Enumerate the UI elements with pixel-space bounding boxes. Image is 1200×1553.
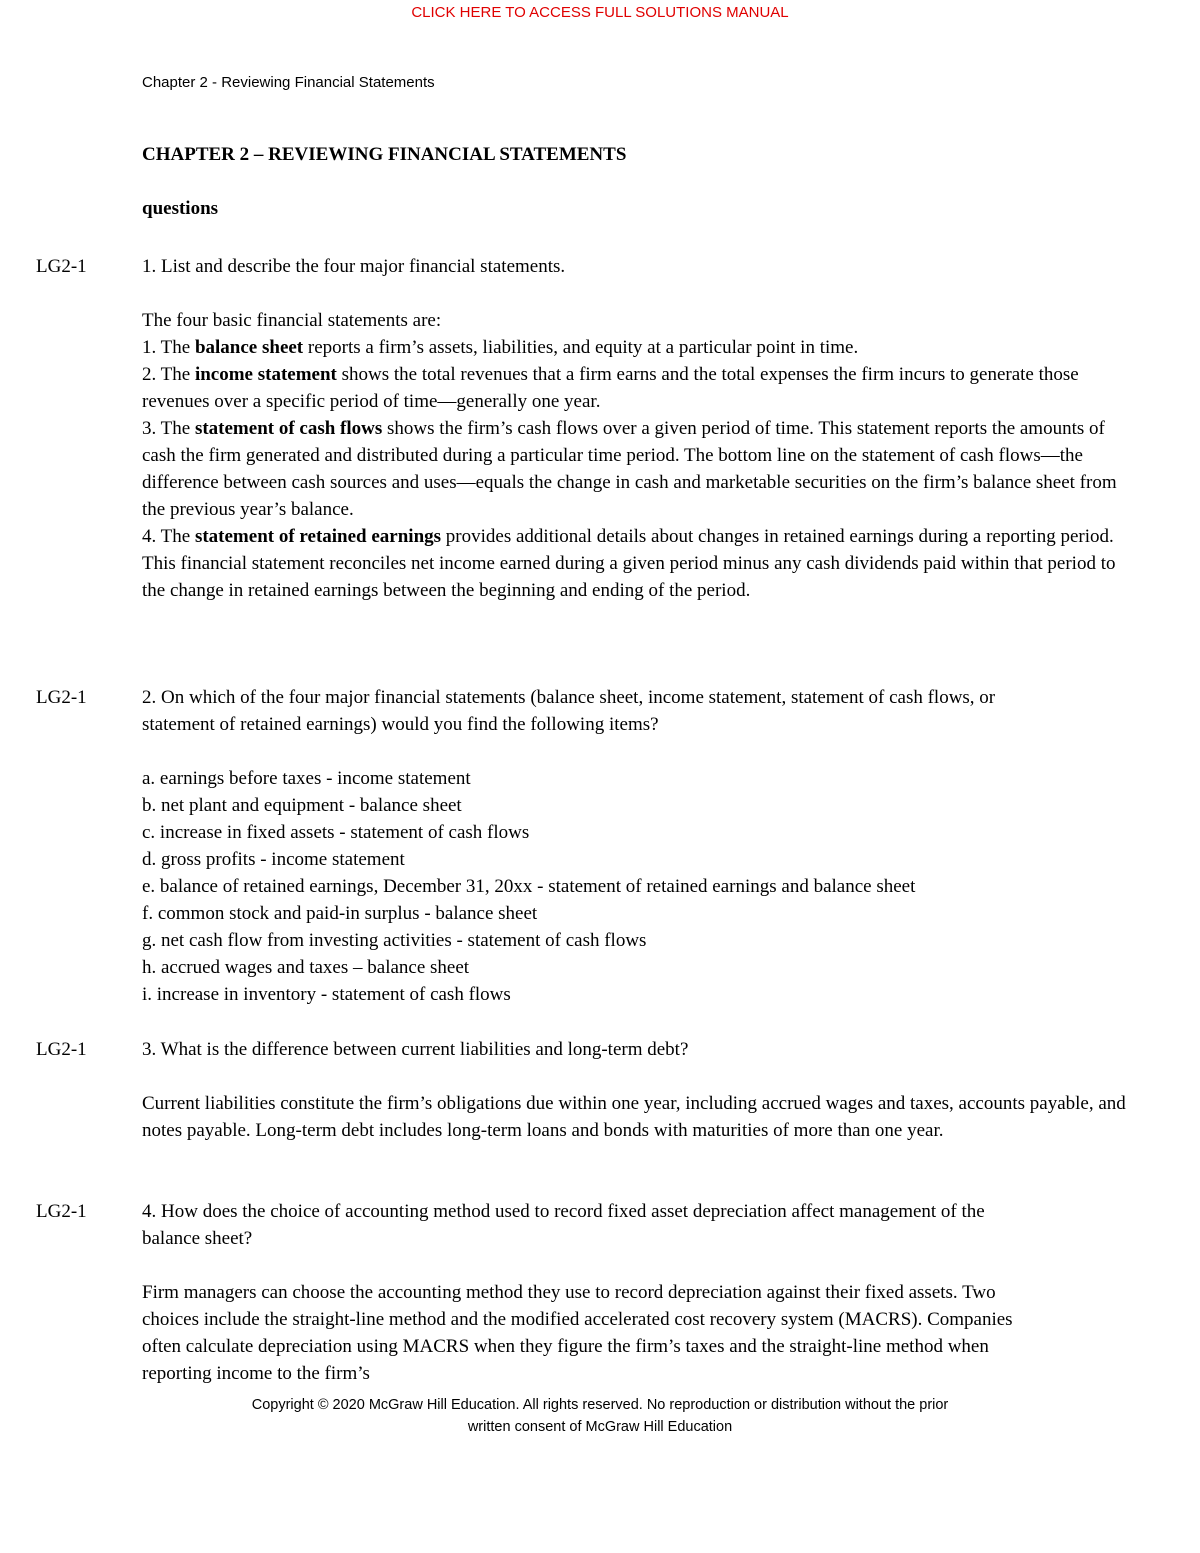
list-item: f. common stock and paid-in surplus - balance sheet [142,903,538,924]
statement-item: 2. The income statement shows the total revenues that a firm earns and the total expenses the firm incurs to generate those revenues over a specific period of time—generally one year. [142,364,1079,412]
statement-item: 3. The statement of cash flows shows the firm’s cash flows over a given period of time. This statement reports the amounts of cash the firm generated and distributed during a particular time period. The bottom line on the statement of cash flows—the difference between cash sources and uses—equals the change in cash and marketable securities on the firm’s balance sheet from the previous year’s balance. [142,418,1117,520]
question-text: 1. List and describe the four major financial statements. [142,256,566,277]
list-item: e. balance of retained earnings, December 31, 20xx - statement of retained earnings and balance sheet [142,876,916,897]
statement-item: 1. The balance sheet reports a firm’s assets, liabilities, and equity at a particular point in time. [142,337,859,358]
question-text: 3. What is the difference between current liabilities and long-term debt? [142,1039,689,1060]
running-header: Chapter 2 - Reviewing Financial Statements [142,74,435,91]
access-solutions-link[interactable]: CLICK HERE TO ACCESS FULL SOLUTIONS MANUAL [411,4,789,21]
copyright-line: Copyright © 2020 McGraw Hill Education. All rights reserved. No reproduction or distribution without the prior [251,1397,949,1413]
list-item: d. gross profits - income statement [142,849,405,870]
answer-text: Firm managers can choose the accounting method they use to record depreciation against their fixed assets. Two choices include the straight-line method and the modified accelerated cost recovery system (MACRS). Companies often calculate depreciation using MACRS when they figure the firm’s taxes and the straight-line method when reporting income to the firm’s [142,1282,1013,1384]
learning-goal-label: LG2-1 [36,687,87,708]
list-item: g. net cash flow from investing activities - statement of cash flows [142,930,647,951]
list-item: b. net plant and equipment - balance sheet [142,795,462,816]
chapter-title: CHAPTER 2 – REVIEWING FINANCIAL STATEMENTS [142,144,627,165]
answer-intro: The four basic financial statements are: [142,310,442,331]
list-item: i. increase in inventory - statement of cash flows [142,984,511,1005]
learning-goal-label: LG2-1 [36,256,87,277]
question-3 [142,1036,1142,1144]
copyright-line: written consent of McGraw Hill Education [467,1419,733,1435]
question-1 [142,253,1142,604]
copyright-footer [0,1394,1200,1438]
question-2 [142,684,1072,738]
answer-list [142,765,1162,1008]
list-item: a. earnings before taxes - income statement [142,768,471,789]
question-text: 4. How does the choice of accounting method used to record fixed asset depreciation affect management of the balance sheet? [142,1201,985,1249]
list-item: c. increase in fixed assets - statement of cash flows [142,822,530,843]
section-heading: questions [142,198,219,219]
question-4 [142,1198,1042,1387]
learning-goal-label: LG2-1 [36,1201,87,1222]
answer-text: Current liabilities constitute the firm’s obligations due within one year, including accrued wages and taxes, accounts payable, and notes payable. Long-term debt includes long-term loans and bonds with maturities of more than one year. [142,1093,1126,1141]
list-item: h. accrued wages and taxes – balance sheet [142,957,470,978]
statement-item: 4. The statement of retained earnings provides additional details about changes in retained earnings during a reporting period. This financial statement reconciles net income earned during a given period minus any cash dividends paid within that period to the change in retained earnings between the beginning and ending of the period. [142,526,1116,601]
learning-goal-label: LG2-1 [36,1039,87,1060]
question-text: 2. On which of the four major financial statements (balance sheet, income statement, statement of cash flows, or statement of retained earnings) would you find the following items? [142,687,996,735]
